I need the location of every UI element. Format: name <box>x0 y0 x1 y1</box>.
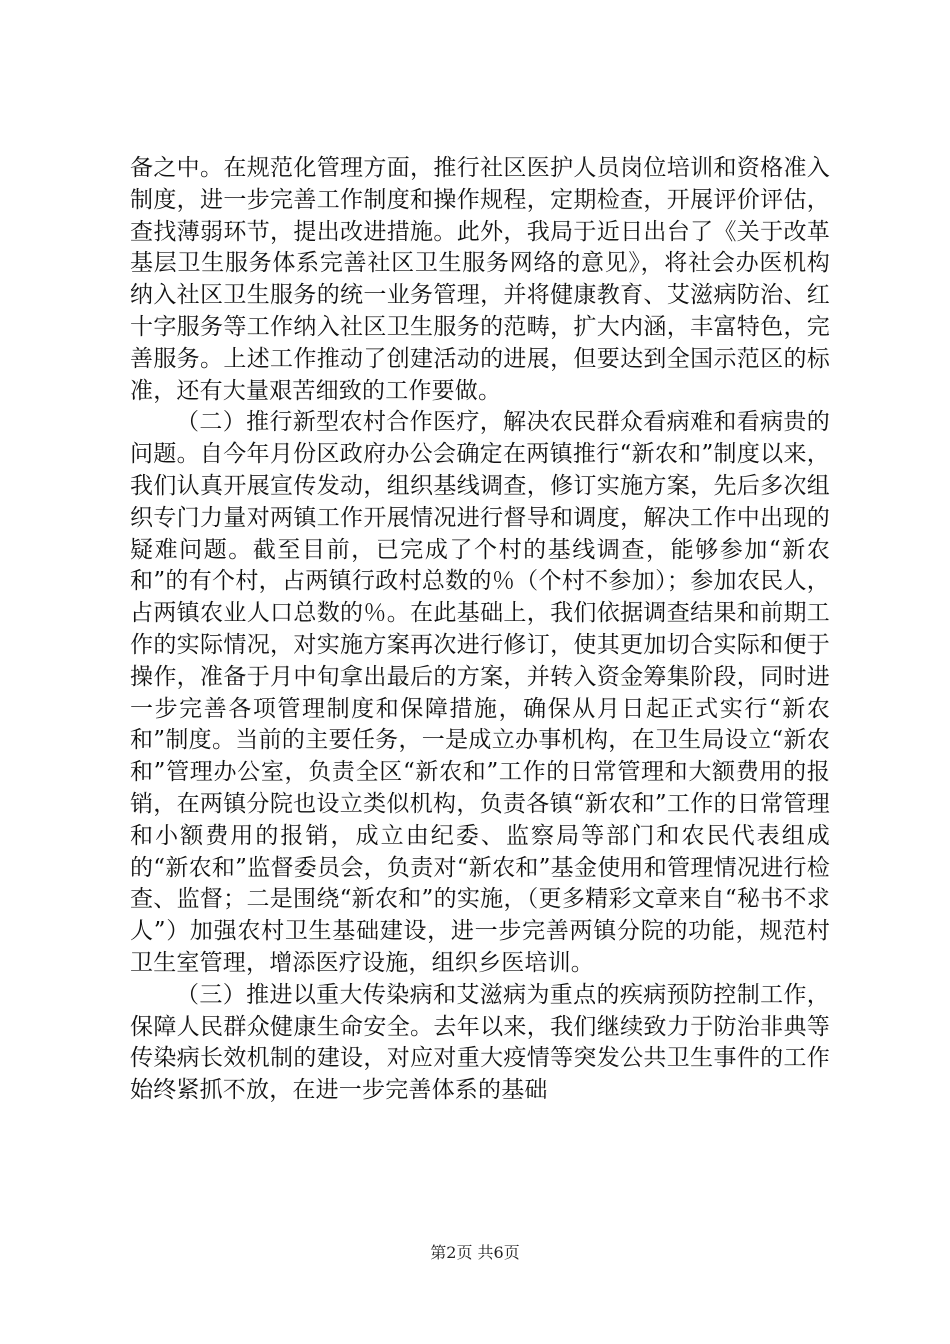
document-body <box>130 153 830 1107</box>
paragraph-disease-prevention: （三）推进以重大传染病和艾滋病为重点的疾病预防控制工作，保障人民群众健康生命安全。去年以来，我们继续致力于防治非典等传染病长效机制的建设，对应对重大疫情等突发公共卫生事件的工作始终紧抓不放，在进一步完善体系的基础 <box>130 981 830 1104</box>
paragraph-rural-cooperative-medical: （二）推行新型农村合作医疗，解决农民群众看病难和看病贵的问题。自今年月份区政府办公会确定在两镇推行“新农和”制度以来，我们认真开展宣传发动，组织基线调查，修订实施方案，先后多次组织专门力量对两镇工作开展情况进行督导和调度，解决工作中出现的疑难问题。截至目前，已完成了个村的基线调查，能够参加“新农和”的有个村，占两镇行政村总数的％（个村不参加）；参加农民人，占两镇农业人口总数的％。在此基础上，我们依据调查结果和前期工作的实际情况，对实施方案再次进行修订，使其更加切合实际和便于操作，准备于月中旬拿出最后的方案，并转入资金筹集阶段，同时进一步完善各项管理制度和保障措施，确保从月日起正式实行“新农和”制度。当前的主要任务，一是成立办事机构，在卫生局设立“新农和”管理办公室，负责全区“新农和”工作的日常管理和大额费用的报销，在两镇分院也设立类似机构，负责各镇“新农和”工作的日常管理和小额费用的报销，成立由纪委、监察局等部门和农民代表组成的“新农和”监督委员会，负责对“新农和”基金使用和管理情况进行检查、监督；二是围绕“新农和”的实施，（更多精彩文章来自“秘书不求人”）加强农村卫生基础建设，进一步完善两镇分院的功能，规范村卫生室管理，增添医疗设施，组织乡医培训。 <box>130 409 830 976</box>
paragraph-continuation: 备之中。在规范化管理方面，推行社区医护人员岗位培训和资格准入制度，进一步完善工作制度和操作规程，定期检查，开展评价评估，查找薄弱环节，提出改进措施。此外，我局于近日出台了《关于改革基层卫生服务体系完善社区卫生服务网络的意见》，将社会办医机构纳入社区卫生服务的统一业务管理，并将健康教育、艾滋病防治、红十字服务等工作纳入社区卫生服务的范畴，扩大内涵，丰富特色，完善服务。上述工作推动了创建活动的进展，但要达到全国示范区的标准，还有大量艰苦细致的工作要做。 <box>130 155 830 404</box>
page-number-footer: 第2页 共6页 <box>430 1243 520 1262</box>
